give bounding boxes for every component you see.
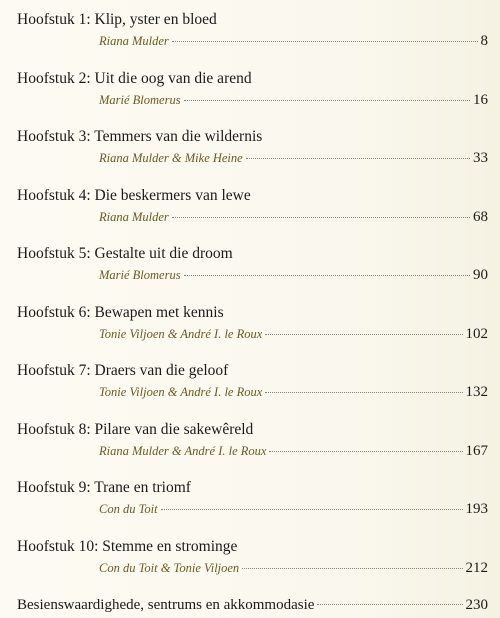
page-number: 33 [473,150,488,166]
dot-leader [242,568,462,569]
toc-entry-2[interactable] [17,69,488,128]
author-line [99,32,488,50]
author-line [99,442,488,460]
chapter-author: Tonie Viljoen & André I. le Roux [99,326,263,341]
toc-entry-5[interactable] [17,244,488,303]
page-number: 8 [480,33,488,49]
page-number: 132 [465,384,488,400]
chapter-title: Hoofstuk 8: Pilare van die sakewêreld [17,420,254,438]
author-line [99,266,488,284]
chapter-title: Hoofstuk 3: Temmers van die wildernis [17,128,263,145]
table-of-contents [17,10,488,615]
page-number: 90 [473,267,488,283]
dot-leader [161,509,463,510]
chapter-author: Tonie Viljoen & André I. le Roux [99,385,263,399]
page-number: 230 [465,597,488,613]
author-line [99,559,488,577]
page-number: 167 [465,442,488,459]
chapter-title: Hoofstuk 5: Gestalte uit die droom [17,245,233,262]
toc-entry-7[interactable] [17,361,488,420]
chapter-title: Hoofstuk 2: Uit die oog van die arend [17,69,252,87]
toc-entry-8[interactable] [17,420,488,479]
toc-entry-10[interactable] [17,537,488,596]
author-line [99,208,488,226]
chapter-title: Hoofstuk 10: Stemme en strominge [17,537,238,555]
dot-leader [269,451,462,452]
page-number: 102 [465,325,488,342]
chapter-title: Hoofstuk 7: Draers van die geloof [17,362,229,379]
chapter-title: Hoofstuk 1: Klip, yster en bloed [17,11,217,28]
chapter-author: Riana Mulder & André I. le Roux [99,443,267,458]
author-line [99,383,488,401]
toc-entry-1[interactable] [17,10,488,69]
dot-leader [184,100,470,101]
chapter-author: Riana Mulder [99,209,169,224]
dot-leader [265,334,462,335]
toc-entry-6[interactable] [17,303,488,362]
dot-leader [265,392,462,393]
dot-leader [317,604,462,605]
appendix-title: Besienswaardighede, sentrums en akkommodasie [17,597,315,613]
chapter-title: Hoofstuk 9: Trane en triomf [17,479,191,496]
toc-entry-9[interactable] [17,478,488,537]
toc-entry-4[interactable] [17,186,488,245]
author-line [99,149,488,167]
chapter-author: Con du Toit [99,502,158,516]
dot-leader [172,217,470,218]
dot-leader [246,158,470,159]
page-number: 16 [473,91,488,108]
chapter-author: Marié Blomerus [99,92,181,107]
author-line [99,325,488,343]
chapter-title: Hoofstuk 6: Bewapen met kennis [17,303,224,321]
chapter-author: Marié Blomerus [99,268,181,282]
author-line [99,500,488,518]
toc-entry-appendix[interactable] [17,595,488,615]
page-number: 212 [465,559,488,576]
chapter-author: Riana Mulder [99,34,169,48]
chapter-title: Hoofstuk 4: Die beskermers van lewe [17,186,251,204]
page-number: 193 [465,501,488,517]
dot-leader [184,275,470,276]
dot-leader [172,41,478,42]
chapter-author: Riana Mulder & Mike Heine [99,151,243,165]
chapter-author: Con du Toit & Tonie Viljoen [99,560,240,575]
author-line [99,91,488,109]
page-number: 68 [473,208,488,225]
toc-entry-3[interactable] [17,127,488,186]
